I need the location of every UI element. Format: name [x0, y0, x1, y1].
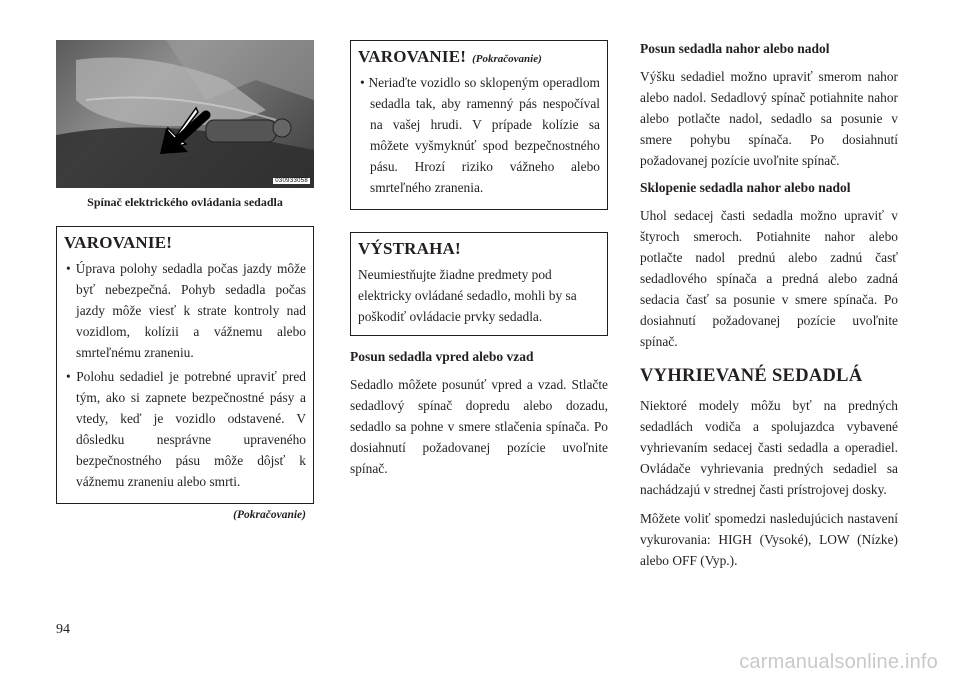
warning-list	[64, 258, 306, 492]
section-heading-updown: Posun sedadla nahor alebo nadol	[640, 41, 830, 56]
section-text-updown: Výšku sedadiel možno upraviť smerom nahor alebo nadol. Sedadlový spínač potiahnite nahor alebo potlačte nadol, sedadlo sa posunie v smere pohybu spínača. Po dosiahnutí požadovanej pozície uvoľnite spínač.	[640, 69, 898, 168]
page-number: 94	[56, 622, 70, 637]
warning-item: • Neriaďte vozidlo so sklopeným operadlom sedadla tak, aby ramenný pás nespočíval na vašej hrudi. V prípade kolízie sa môžete vyšmyknúť spod bezpečnostného pásu. Hrozí riziko vážneho alebo smrteľného zranenia.	[358, 72, 600, 198]
caution-box	[350, 232, 608, 336]
watermark: carmanualsonline.info	[739, 651, 938, 673]
warning-title	[358, 47, 600, 67]
caution-text: Neumiestňujte žiadne predmety pod elektricky ovládané sedadlo, mohli by sa poškodiť ovládacie prvky sedadla.	[358, 267, 577, 324]
section-heading-forward: Posun sedadla vpred alebo vzad	[350, 349, 534, 364]
column-left	[56, 40, 314, 521]
section-heading-heated: VYHRIEVANÉ SEDADLÁ	[640, 366, 863, 386]
seat-illustration	[56, 40, 314, 188]
seat-switch-photo	[56, 40, 314, 188]
section-text-tilt: Uhol sedacej časti sedadla možno upraviť v štyroch smeroch. Potiahnite nahor alebo potlačte nadol prednú alebo zadnú časť sedadlového spínača a predná alebo zadná sedacia časť sa posunie v smere spínača. Po dosiahnutí požadovanej pozície uvoľnite spínač.	[640, 208, 898, 349]
warning-continued-subtitle: (Pokračovanie)	[472, 53, 542, 65]
column-right	[640, 40, 898, 579]
section-text-forward: Sedadlo môžete posunúť vpred a vzad. Stlačte sedadlový spínač dopredu alebo dozadu, sedadlo sa pohne v smere stlačenia spínača. Po dosiahnutí požadovanej pozície uvoľnite spínač.	[350, 377, 608, 476]
column-middle	[350, 40, 608, 487]
warning-box-continued	[350, 40, 608, 210]
figure-code: 030933058	[275, 178, 308, 184]
figure-caption: Spínač elektrického ovládania sedadla	[87, 195, 283, 209]
warning-box	[56, 226, 314, 504]
section-text-heated-2: Môžete voliť spomedzi nasledujúcich nastavení vykurovania: HIGH (Vysoké), LOW (Nízke) alebo OFF (Vyp.).	[640, 511, 898, 568]
warning-title-text: VAROVANIE!	[358, 47, 467, 66]
caution-title: VÝSTRAHA!	[358, 239, 461, 258]
warning-item: • Polohu sedadiel je potrebné upraviť pred tým, ako si zapnete bezpečnostné pásy a vtedy, keď je vozidlo odstavené. V dôsledku nesprávne upraveného bezpečnostného pásu môže dôjsť k vážnemu zraneniu alebo smrti.	[64, 366, 306, 492]
continued-label: (Pokračovanie)	[233, 509, 306, 521]
warning-item: • Úprava polohy sedadla počas jazdy môže byť nebezpečná. Pohyb sedadla počas jazdy môže viesť k strate kontroly nad vozidlom, kolízii a vážnemu alebo smrteľnému zraneniu.	[64, 258, 306, 363]
section-heading-tilt: Sklopenie sedadla nahor alebo nadol	[640, 180, 851, 195]
warning-title: VAROVANIE!	[64, 233, 173, 252]
section-text-heated-1: Niektoré modely môžu byť na predných sedadlách vodiča a spolujazdca vybavené vyhrievaním sedacej časti sedadla a operadiel. Ovládače vyhrievania predných sedadiel sa nachádzajú v strednej časti prístrojovej dosky.	[640, 398, 898, 497]
warning-list	[358, 72, 600, 198]
